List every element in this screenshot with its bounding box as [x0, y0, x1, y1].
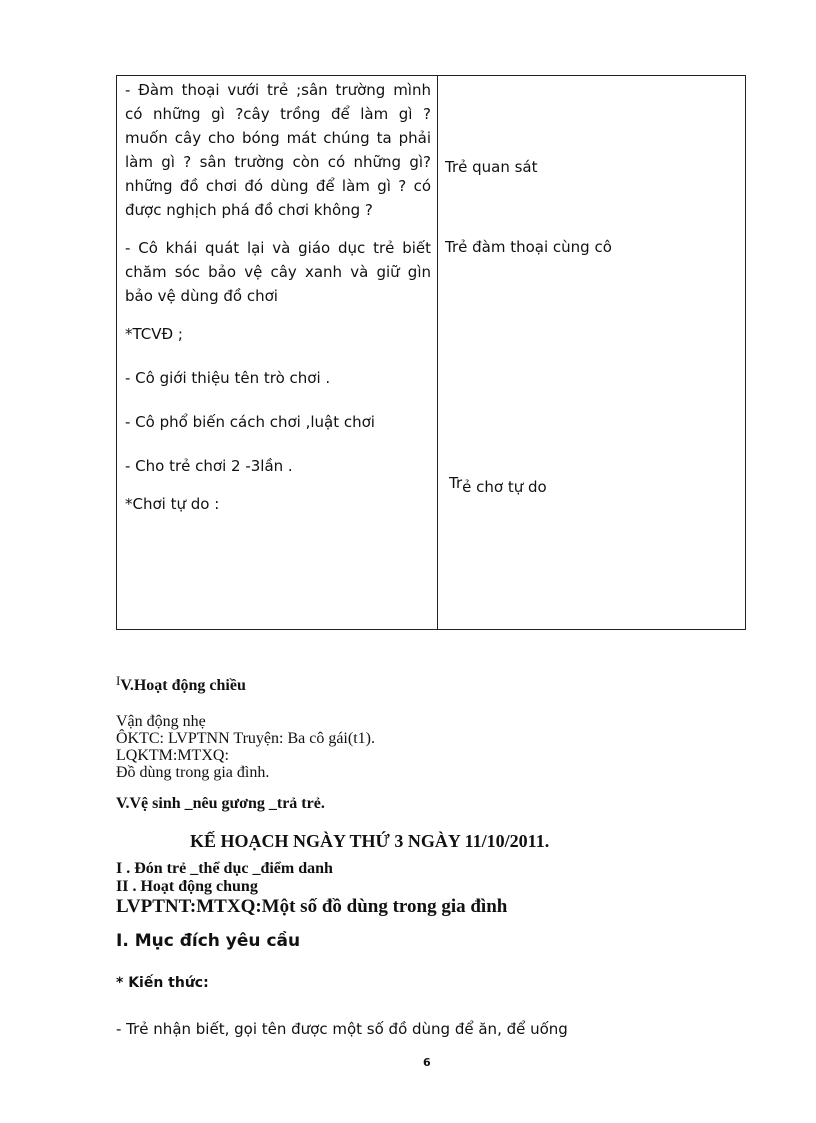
afternoon-line-3: LQKTM:MTXQ:	[116, 747, 229, 764]
column-divider	[437, 76, 438, 629]
knowledge-item: - Trẻ nhận biết, gọi tên được một số đồ dùng để ăn, để uống	[116, 1020, 568, 1038]
plan-title: KẾ HOẠCH NGÀY THỨ 3 NGÀY 11/10/2011.	[190, 831, 550, 851]
game-step-2: - Cô phổ biến cách chơi ,luật chơi	[125, 413, 375, 431]
game-step-1: - Cô giới thiệu tên trò chơi .	[125, 369, 331, 387]
afternoon-heading-text: V.Hoạt động chiều	[120, 677, 246, 694]
child-free-play-prefix: Tr	[449, 474, 463, 492]
child-free-play-rest: ẻ chơ tự do	[462, 478, 547, 496]
afternoon-line-4: Đồ dùng trong gia đình.	[116, 764, 270, 781]
part-2-heading: II . Hoạt động chung	[116, 878, 258, 895]
part-1-heading: I . Đón trẻ _thể dục _điểm danh	[116, 860, 333, 877]
afternoon-line-2: ÔKTC: LVPTNN Truyện: Ba cô gái(t1).	[116, 730, 375, 747]
page-number: 6	[423, 1056, 431, 1069]
dialogue-paragraph: - Đàm thoại vưới trẻ ;sân trường mình có những gì ?cây trồng để làm gì ? muốn cây cho bóng mát chúng ta phải làm gì ? sân trường còn có những gì? những đồ chơi đó dùng để làm gì ? có được nghịch phá đồ chơi không ?	[125, 81, 431, 219]
lesson-title: LVPTNT:MTXQ:Một số đồ dùng trong gia đình	[116, 896, 508, 917]
afternoon-heading-prefix: I	[116, 673, 121, 688]
knowledge-heading: * Kiến thức:	[116, 975, 209, 991]
free-play-heading: *Chơi tự do :	[125, 495, 220, 513]
child-free-play-text	[449, 474, 547, 496]
tcvd-heading: *TCVĐ ;	[125, 325, 183, 343]
teacher-activity-column	[125, 78, 431, 530]
purpose-heading: I. Mục đích yêu cầu	[116, 931, 301, 951]
summary-paragraph: - Cô khái quát lại và giáo dục trẻ biết chăm sóc bảo vệ cây xanh và giữ gìn bảo vệ dùng đồ chơi	[125, 239, 431, 305]
child-observe-text: Trẻ quan sát	[445, 158, 538, 176]
child-dialogue-text: Trẻ đàm thoại cùng cô	[445, 238, 612, 256]
section-5-heading: V.Vệ sinh _nêu gương _trả trẻ.	[116, 795, 325, 812]
afternoon-heading	[116, 673, 246, 695]
activity-table	[116, 75, 746, 630]
afternoon-line-1: Vận động nhẹ	[116, 713, 206, 730]
game-step-3: - Cho trẻ chơi 2 -3lần .	[125, 457, 293, 475]
